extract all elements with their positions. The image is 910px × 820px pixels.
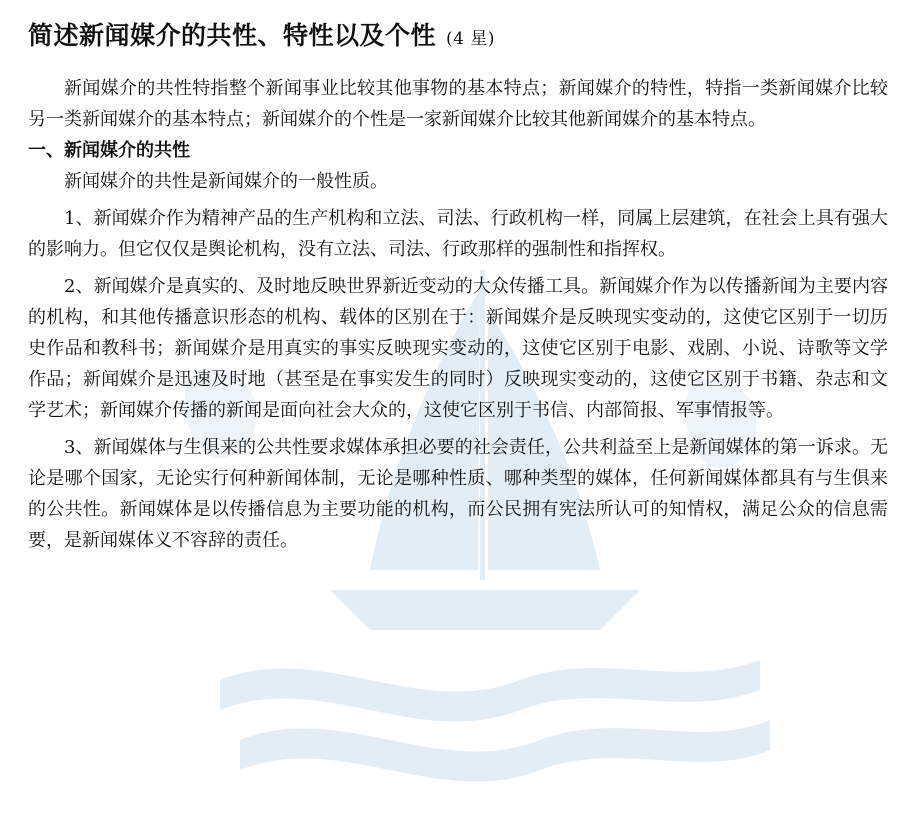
document-page [28, 18, 888, 556]
section-lead-paragraph: 新闻媒介的共性是新闻媒介的一般性质。 [64, 171, 388, 192]
point-3-paragraph: 3、新闻媒体与生俱来的公共性要求媒体承担必要的社会责任，公共利益至上是新闻媒体的第一诉求。无论是哪个国家，无论实行何种新闻体制，无论是哪种性质、哪种类型的媒体，任何新闻媒体都具有与生俱来的公共性。新闻媒体是以传播信息为主要功能的机构，而公民拥有宪法所认可的知情权，满足公众的信息需要，是新闻媒体义不容辞的责任。 [28, 437, 888, 551]
point-1-paragraph: 1、新闻媒介作为精神产品的生产机构和立法、司法、行政机构一样，同属上层建筑，在社会上具有强大的影响力。但它仅仅是舆论机构，没有立法、司法、行政那样的强制性和指挥权。 [28, 208, 888, 260]
point-2-paragraph: 2、新闻媒介是真实的、及时地反映世界新近变动的大众传播工具。新闻媒介作为以传播新闻为主要内容的机构，和其他传播意识形态的机构、载体的区别在于：新闻媒介是反映现实变动的，这使它区别于一切历史作品和教科书；新闻媒介是用真实的事实反映现实变动的，这使它区别于电影、戏剧、小说、诗歌等文学作品；新闻媒介是迅速及时地（甚至是在事实发生的同时）反映现实变动的，这使它区别于书籍、杂志和文学艺术；新闻媒介传播的新闻是面向社会大众的，这使它区别于书信、内部简报、军事情报等。 [28, 276, 888, 421]
section-heading: 一、新闻媒介的共性 [28, 140, 190, 161]
star-rating: (4 星) [446, 29, 495, 49]
intro-paragraph: 新闻媒介的共性特指整个新闻事业比较其他事物的基本特点；新闻媒介的特性，特指一类新闻媒介比较另一类新闻媒介的基本特点；新闻媒介的个性是一家新闻媒介比较其他新闻媒介的基本特点。 [28, 78, 888, 130]
title-text: 简述新闻媒介的共性、特性以及个性 [28, 21, 437, 50]
page-title [28, 18, 888, 57]
